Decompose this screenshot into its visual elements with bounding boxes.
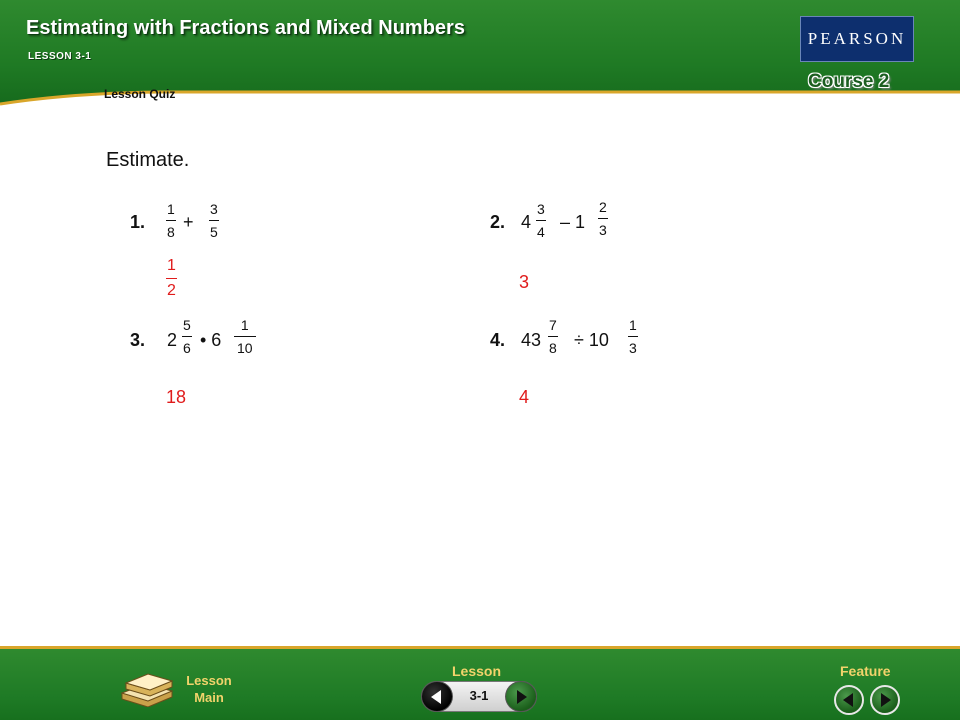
brand-text: PEARSON: [807, 29, 907, 48]
operator: – 1: [560, 212, 586, 232]
problem-number: 2.: [490, 212, 506, 232]
course-label: Course 2: [808, 71, 890, 92]
feature-label: Feature: [840, 663, 891, 679]
lesson-label: Lesson: [452, 663, 502, 679]
section-label: Lesson Quiz: [104, 87, 176, 101]
answer-fraction: 1 2: [167, 257, 176, 299]
fraction: 3 4: [537, 201, 545, 240]
pearson-logo: [800, 16, 914, 62]
fraction: 3 5: [210, 201, 218, 240]
feature-prev-button[interactable]: [834, 685, 864, 715]
whole-number: 43: [521, 330, 542, 350]
fraction: 5 6: [183, 317, 191, 356]
lesson-number: LESSON 3-1: [28, 51, 92, 62]
operator: • 6: [200, 330, 222, 350]
operator: +: [183, 212, 194, 232]
whole-number: 2: [167, 330, 178, 350]
lesson-next-button[interactable]: [505, 681, 537, 712]
lesson-main-line1: Lesson: [186, 673, 232, 688]
answer-value: 18: [166, 387, 187, 407]
fraction: 1 8: [167, 201, 175, 240]
operator: ÷ 10: [574, 330, 609, 350]
fraction: 2 3: [599, 199, 607, 238]
arrow-right-icon: [881, 693, 891, 707]
arrow-right-icon: [517, 690, 527, 704]
arrow-left-icon: [843, 693, 853, 707]
lesson-main-line2: Main: [194, 690, 224, 705]
problem-number: 3.: [130, 330, 146, 350]
books-icon[interactable]: [118, 671, 176, 707]
instruction-text: Estimate.: [106, 149, 190, 171]
fraction: 7 8: [549, 317, 557, 356]
fraction: 1 10: [236, 317, 254, 356]
problem-number: 1.: [130, 212, 146, 232]
lesson-code: 3-1: [469, 688, 489, 703]
lesson-main-link[interactable]: [180, 672, 238, 706]
lesson-prev-button[interactable]: [421, 681, 453, 712]
answer-value: 3: [519, 272, 530, 292]
answer-value: 4: [519, 387, 530, 407]
whole-number: 4: [521, 212, 532, 232]
fraction: 1 3: [629, 317, 637, 356]
problem-number: 4.: [490, 330, 506, 350]
lesson-title: Estimating with Fractions and Mixed Numbers: [26, 17, 465, 39]
arrow-left-icon: [431, 690, 441, 704]
feature-next-button[interactable]: [870, 685, 900, 715]
